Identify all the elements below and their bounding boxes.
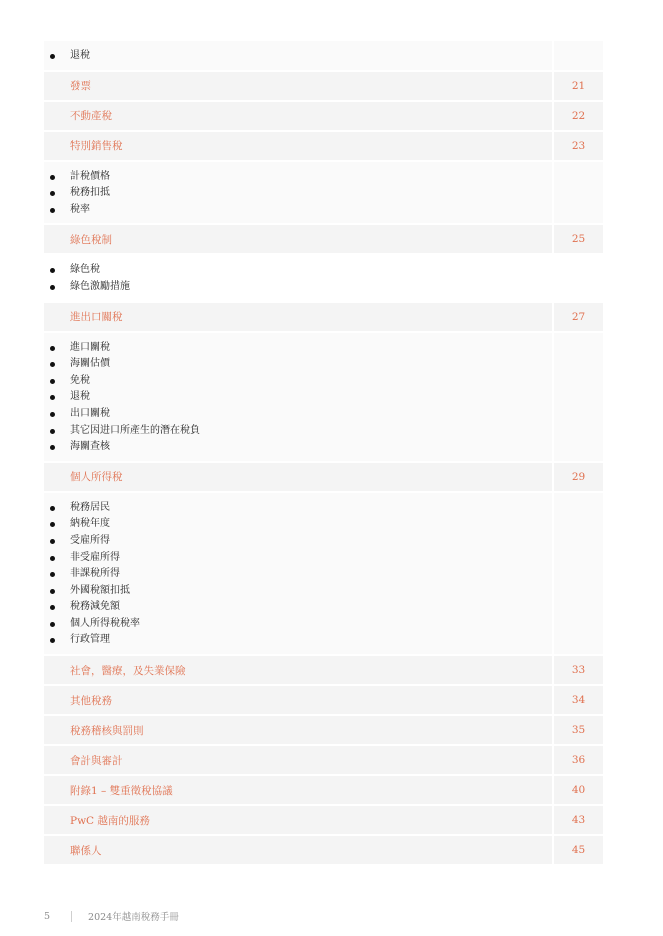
toc-subitem[interactable]: 受雇所得 bbox=[70, 533, 552, 550]
page-footer bbox=[44, 909, 179, 923]
toc-subitems-customs-duties bbox=[44, 333, 603, 461]
toc-row-invoices[interactable] bbox=[44, 72, 603, 100]
toc-subitem[interactable]: 退稅 bbox=[70, 389, 552, 406]
toc-subitem[interactable]: 非課稅所得 bbox=[70, 566, 552, 583]
toc-page-number: 23 bbox=[554, 132, 603, 160]
toc-subitem[interactable]: 外國稅額扣抵 bbox=[70, 583, 552, 600]
toc-subitem[interactable]: 海關估價 bbox=[70, 356, 552, 373]
toc-page-number: 27 bbox=[554, 303, 603, 331]
toc-row-customs-duties[interactable] bbox=[44, 303, 603, 331]
toc-section-title[interactable]: 社會，醫療，及失業保險 bbox=[44, 656, 552, 684]
toc-page-number: 40 bbox=[554, 776, 603, 804]
toc-subitem[interactable]: 稅率 bbox=[70, 202, 552, 219]
toc-section-title[interactable]: PwC 越南的服務 bbox=[44, 806, 552, 834]
toc-section-title[interactable]: 特別銷售稅 bbox=[44, 132, 552, 160]
toc-section-title[interactable]: 聯係人 bbox=[44, 836, 552, 864]
toc-section-title[interactable]: 發票 bbox=[44, 72, 552, 100]
toc-section-title[interactable]: 綠色稅制 bbox=[44, 225, 552, 253]
toc-subitems-personal-income-tax bbox=[44, 493, 603, 654]
toc-section-title[interactable]: 其他稅務 bbox=[44, 686, 552, 714]
toc-subitem[interactable]: 免稅 bbox=[70, 373, 552, 390]
toc-subitem[interactable]: 稅務居民 bbox=[70, 500, 552, 517]
toc-row-social-insurance[interactable] bbox=[44, 656, 603, 684]
toc-page-number: 33 bbox=[554, 656, 603, 684]
toc-subitems-green-tax bbox=[44, 255, 603, 300]
toc-subitem[interactable]: 個人所得稅稅率 bbox=[70, 616, 552, 633]
toc-page-number: 29 bbox=[554, 463, 603, 491]
toc-page-number: 45 bbox=[554, 836, 603, 864]
toc-page-number: 43 bbox=[554, 806, 603, 834]
toc-page-number: 35 bbox=[554, 716, 603, 744]
toc-page-number: 36 bbox=[554, 746, 603, 774]
toc-page-number: 34 bbox=[554, 686, 603, 714]
toc-subitem[interactable]: 退稅 bbox=[70, 48, 552, 65]
toc-section-title[interactable]: 稅務稽核與罰則 bbox=[44, 716, 552, 744]
toc-subitem[interactable]: 綠色激勵措施 bbox=[70, 279, 552, 296]
footer-document-title: 2024年越南稅務手冊 bbox=[88, 912, 179, 923]
toc-subitem[interactable]: 稅務減免額 bbox=[70, 599, 552, 616]
toc-section-title[interactable]: 會計與審計 bbox=[44, 746, 552, 774]
toc-subitem[interactable]: 綠色稅 bbox=[70, 262, 552, 279]
footer-divider bbox=[71, 911, 72, 922]
footer-page-number: 5 bbox=[44, 910, 51, 922]
toc-row-pwc-services[interactable] bbox=[44, 806, 603, 834]
toc-section-title[interactable]: 附錄1 – 雙重徵稅協議 bbox=[44, 776, 552, 804]
toc-section-title[interactable]: 個人所得稅 bbox=[44, 463, 552, 491]
toc-row-appendix-1[interactable] bbox=[44, 776, 603, 804]
toc-row-other-taxes[interactable] bbox=[44, 686, 603, 714]
toc-row-contacts[interactable] bbox=[44, 836, 603, 864]
toc-row-tax-audit[interactable] bbox=[44, 716, 603, 744]
toc-row-accounting-audit[interactable] bbox=[44, 746, 603, 774]
toc-subitem[interactable]: 其它因进口所產生的潛在稅負 bbox=[70, 423, 552, 440]
toc-section-title[interactable]: 不動產稅 bbox=[44, 102, 552, 130]
toc-subitem[interactable]: 計稅價格 bbox=[70, 169, 552, 186]
toc-subitem[interactable]: 進口關稅 bbox=[70, 340, 552, 357]
toc-page-number: 22 bbox=[554, 102, 603, 130]
toc-subitems-special-sales-tax bbox=[44, 162, 603, 224]
toc-row-personal-income-tax[interactable] bbox=[44, 463, 603, 491]
table-of-contents bbox=[44, 41, 603, 864]
toc-subitems-tax-refund bbox=[44, 41, 603, 70]
toc-row-green-tax[interactable] bbox=[44, 225, 603, 253]
toc-subitem[interactable]: 非受雇所得 bbox=[70, 550, 552, 567]
toc-subitem[interactable]: 海關查核 bbox=[70, 439, 552, 456]
toc-row-property-tax[interactable] bbox=[44, 102, 603, 130]
toc-subitem[interactable]: 行政管理 bbox=[70, 632, 552, 649]
toc-section-title[interactable]: 進出口關稅 bbox=[44, 303, 552, 331]
toc-subitem[interactable]: 出口關稅 bbox=[70, 406, 552, 423]
toc-subitem[interactable]: 稅務扣抵 bbox=[70, 185, 552, 202]
toc-subitem[interactable]: 納稅年度 bbox=[70, 516, 552, 533]
toc-row-special-sales-tax[interactable] bbox=[44, 132, 603, 160]
toc-page-number: 25 bbox=[554, 225, 603, 253]
toc-page-number: 21 bbox=[554, 72, 603, 100]
